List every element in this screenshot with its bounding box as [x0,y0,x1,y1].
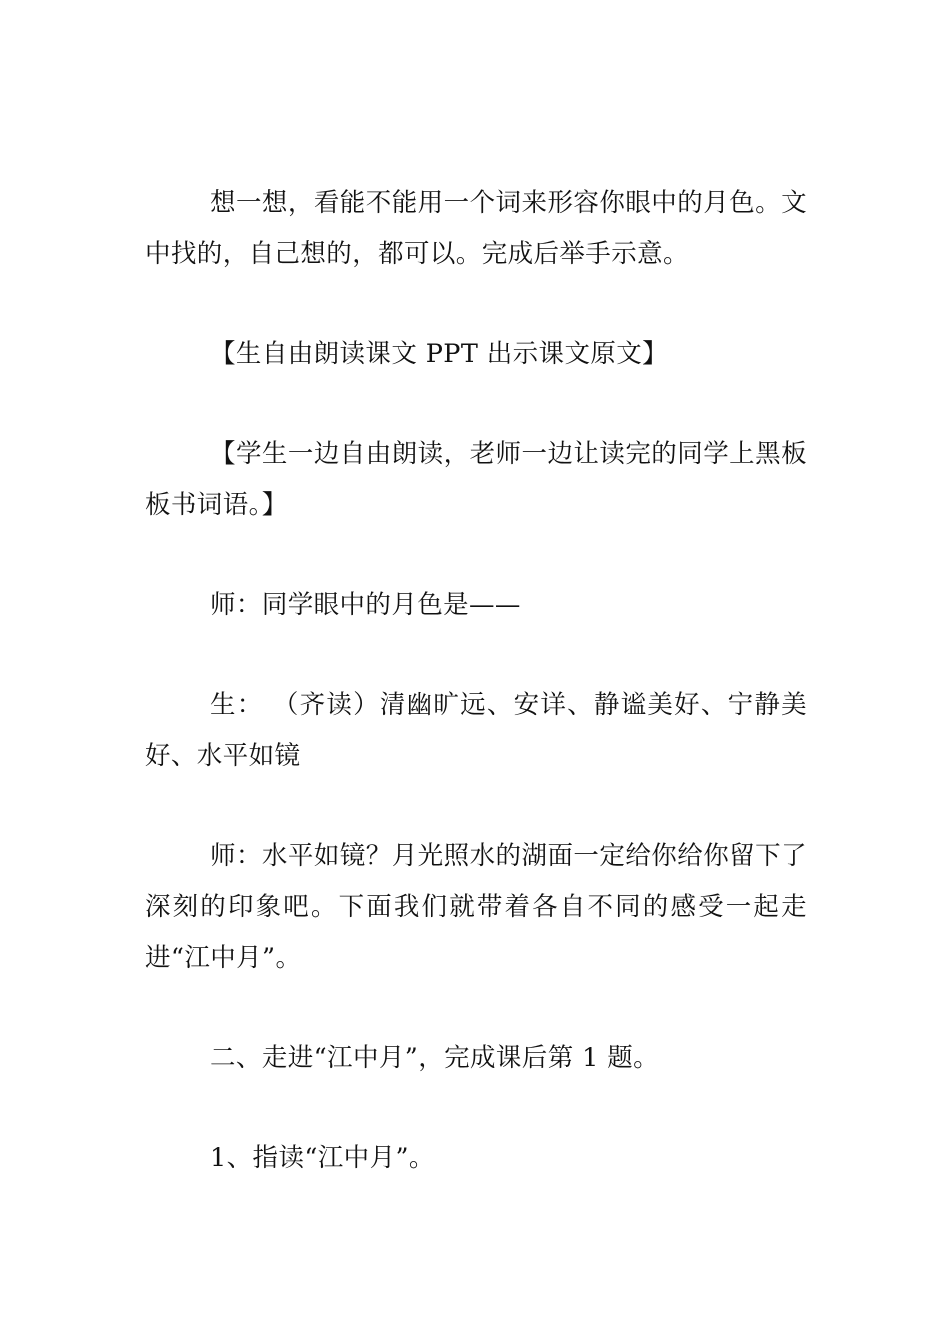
paragraph-section-heading: 二、走进“江中月”，完成课后第 1 题。 [210,1043,660,1073]
paragraph-teacher-transition: 师：水平如镜？月光照水的湖面一定给你给你留下了深刻的印象吧。下面我们就带着各自不同的感受一起走进“江中月”。 [145,841,807,973]
document-page [145,178,807,1233]
paragraph-teacher-prompt: 师：同学眼中的月色是—— [210,590,521,620]
paragraph-stage-note-blackboard: 【学生一边自由朗读，老师一边让读完的同学上黑板板书词语。】 [145,439,807,520]
paragraph-reading-instruction: 想一想，看能不能用一个词来形容你眼中的月色。文中找的，自己想的，都可以。完成后举手示意。 [145,188,807,269]
paragraph-step-one: 1、指读“江中月”。 [210,1143,435,1173]
paragraph-stage-note-ppt: 【生自由朗读课文 PPT 出示课文原文】 [210,339,669,369]
paragraph-student-answer: 生： （齐读）清幽旷远、安详、静谧美好、宁静美好、水平如镜 [145,690,807,771]
